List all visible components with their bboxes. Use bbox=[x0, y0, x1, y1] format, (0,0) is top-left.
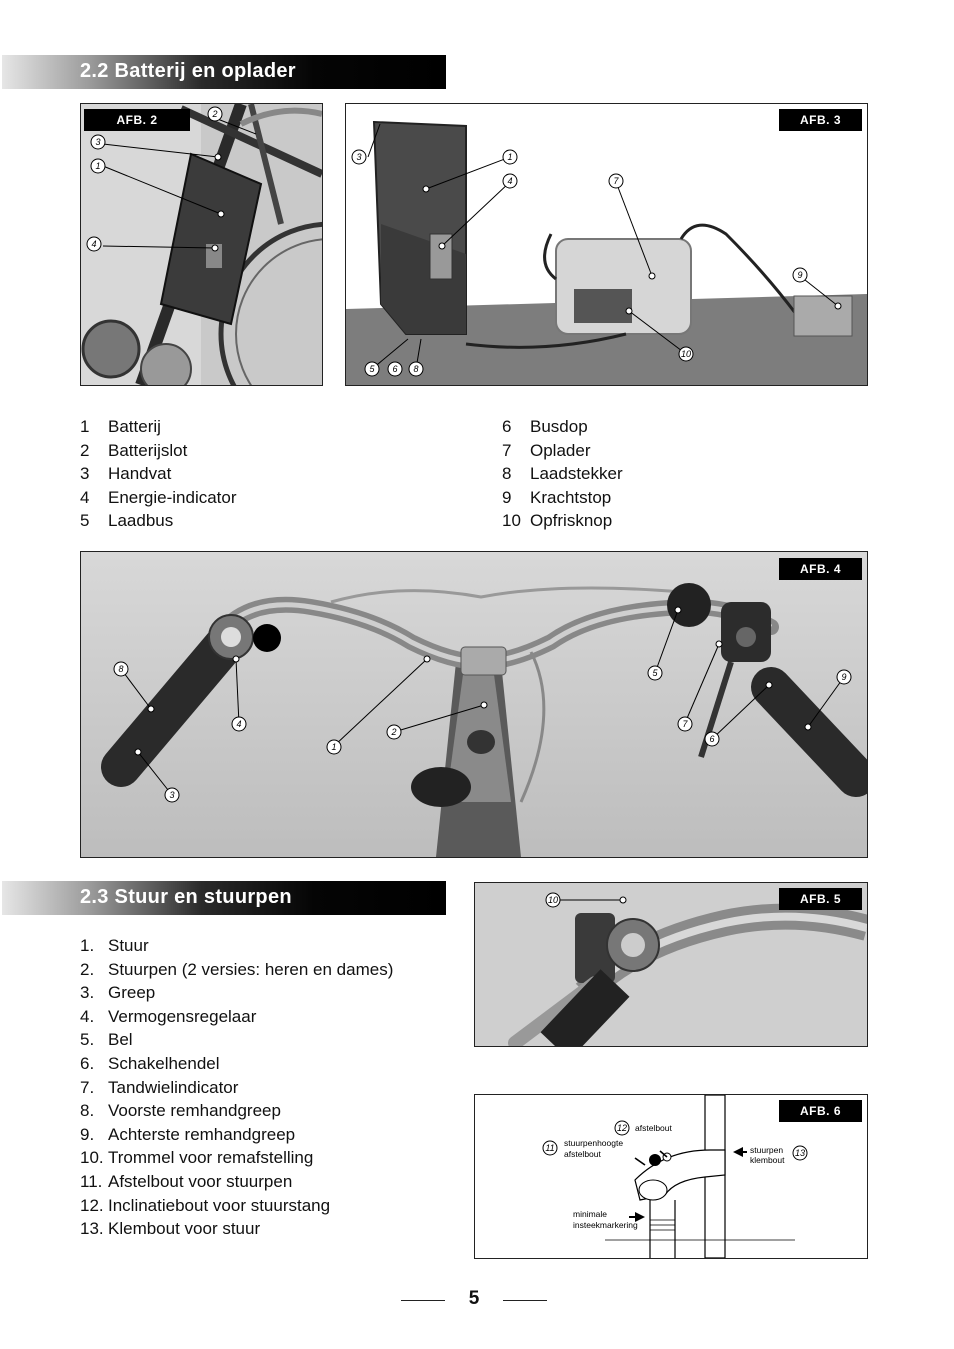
legend-item: 1 Batterij bbox=[80, 417, 161, 436]
fig4-callout-8: 8 bbox=[118, 664, 124, 674]
fig2-callout-1: 1 bbox=[95, 161, 101, 171]
legend-battery-left bbox=[80, 415, 237, 533]
fig6-label-afstelbout: afstelbout bbox=[635, 1123, 672, 1133]
footer-rule-right bbox=[503, 1300, 547, 1301]
figure-6-stem-diagram bbox=[474, 1094, 868, 1259]
fig3-callout-4: 4 bbox=[507, 176, 513, 186]
fig6-label-13-line2: klembout bbox=[750, 1155, 785, 1165]
fig3-callout-8: 8 bbox=[413, 364, 419, 374]
page-footer bbox=[0, 1288, 954, 1312]
fig6-callout-12: 12 bbox=[616, 1123, 628, 1133]
legend-handlebar bbox=[80, 934, 393, 1241]
fig4-callout-9: 9 bbox=[841, 672, 847, 682]
legend-item: 9. Achterste remhandgreep bbox=[80, 1124, 296, 1144]
legend-item: 2 Batterijslot bbox=[80, 440, 188, 460]
section-heading-handlebar bbox=[2, 881, 446, 915]
fig4-callout-6: 6 bbox=[709, 734, 715, 744]
fig3-callout-5: 5 bbox=[369, 364, 375, 374]
legend-item: 3. Greep bbox=[80, 983, 156, 1003]
legend-item: 12. Inclinatiebout voor stuurstang bbox=[80, 1195, 331, 1215]
figure-3-battery-and-charger bbox=[345, 103, 868, 386]
fig3-callout-10: 10 bbox=[680, 349, 692, 359]
figure-2-battery-on-bike bbox=[80, 103, 323, 386]
fig3-callout-9: 9 bbox=[797, 270, 803, 280]
fig4-callout-7: 7 bbox=[682, 719, 688, 729]
fig4-callout-5: 5 bbox=[652, 668, 658, 678]
legend-item: 11. Afstelbout voor stuurpen bbox=[80, 1171, 293, 1191]
fig6-tag: AFB. 6 bbox=[779, 1100, 862, 1122]
fig6-label-min-line1: minimale bbox=[573, 1209, 608, 1219]
fig2-callout-4: 4 bbox=[91, 239, 97, 249]
fig3-callout-6: 6 bbox=[392, 364, 398, 374]
section-title: 2.3 Stuur en stuurpen bbox=[80, 886, 292, 908]
figure-3-photo bbox=[346, 104, 867, 385]
fig5-tag: AFB. 5 bbox=[779, 888, 862, 910]
fig4-callout-4: 4 bbox=[236, 719, 242, 729]
fig5-callout-10: 10 bbox=[547, 895, 559, 905]
legend-item: 3 Handvat bbox=[80, 464, 172, 484]
legend-item: 10. Trommel voor remafstelling bbox=[80, 1148, 314, 1168]
fig4-callout-1: 1 bbox=[331, 742, 337, 752]
fig4-callout-3: 3 bbox=[169, 790, 175, 800]
legend-item: 10 Opfrisknop bbox=[502, 511, 613, 531]
fig6-label-11-line2: afstelbout bbox=[564, 1149, 601, 1159]
fig3-tag: AFB. 3 bbox=[779, 109, 862, 131]
fig6-callout-11: 11 bbox=[545, 1143, 555, 1153]
fig6-callout-13: 13 bbox=[794, 1148, 806, 1158]
legend-item: 8. Voorste remhandgreep bbox=[80, 1101, 281, 1121]
legend-item: 7. Tandwielindicator bbox=[80, 1077, 239, 1097]
legend-item: 5 Laadbus bbox=[80, 511, 174, 531]
fig3-callout-1: 1 bbox=[507, 152, 513, 162]
page-number: 5 bbox=[468, 1288, 480, 1309]
fig2-tag: AFB. 2 bbox=[84, 109, 190, 131]
section-title: 2.2 Batterij en oplader bbox=[80, 60, 296, 82]
legend-item: 6 Busdop bbox=[502, 417, 588, 436]
legend-item: 13. Klembout voor stuur bbox=[80, 1219, 261, 1239]
legend-battery-right bbox=[502, 415, 623, 533]
fig4-tag: AFB. 4 bbox=[779, 558, 862, 580]
footer-rule-left bbox=[401, 1300, 445, 1301]
section-heading-battery bbox=[2, 55, 446, 89]
legend-item: 7 Oplader bbox=[502, 440, 591, 460]
legend-item: 4. Vermogensregelaar bbox=[80, 1006, 257, 1026]
figure-4-photo bbox=[81, 552, 867, 857]
legend-item: 1. Stuur bbox=[80, 936, 149, 955]
figure-5-brake-lever bbox=[474, 882, 868, 1047]
fig6-label-13-line1: stuurpen bbox=[750, 1145, 784, 1155]
fig4-callout-2: 2 bbox=[391, 727, 397, 737]
legend-item: 6. Schakelhendel bbox=[80, 1053, 220, 1073]
fig6-label-11-line1: stuurpenhoogte bbox=[564, 1138, 624, 1148]
legend-item: 9 Krachtstop bbox=[502, 487, 612, 507]
fig2-callout-2: 2 bbox=[212, 109, 218, 119]
legend-item: 4 Energie-indicator bbox=[80, 487, 237, 507]
fig6-label-min-line2: insteekmarkering bbox=[573, 1220, 638, 1230]
figure-2-photo bbox=[81, 104, 322, 385]
fig3-callout-7: 7 bbox=[613, 176, 619, 186]
fig3-callout-3: 3 bbox=[356, 152, 362, 162]
legend-item: 8 Laadstekker bbox=[502, 464, 623, 484]
legend-item: 2. Stuurpen (2 versies: heren en dames) bbox=[80, 959, 394, 979]
figure-4-handlebar bbox=[80, 551, 868, 858]
legend-item: 5. Bel bbox=[80, 1030, 133, 1050]
fig2-callout-3: 3 bbox=[95, 137, 101, 147]
